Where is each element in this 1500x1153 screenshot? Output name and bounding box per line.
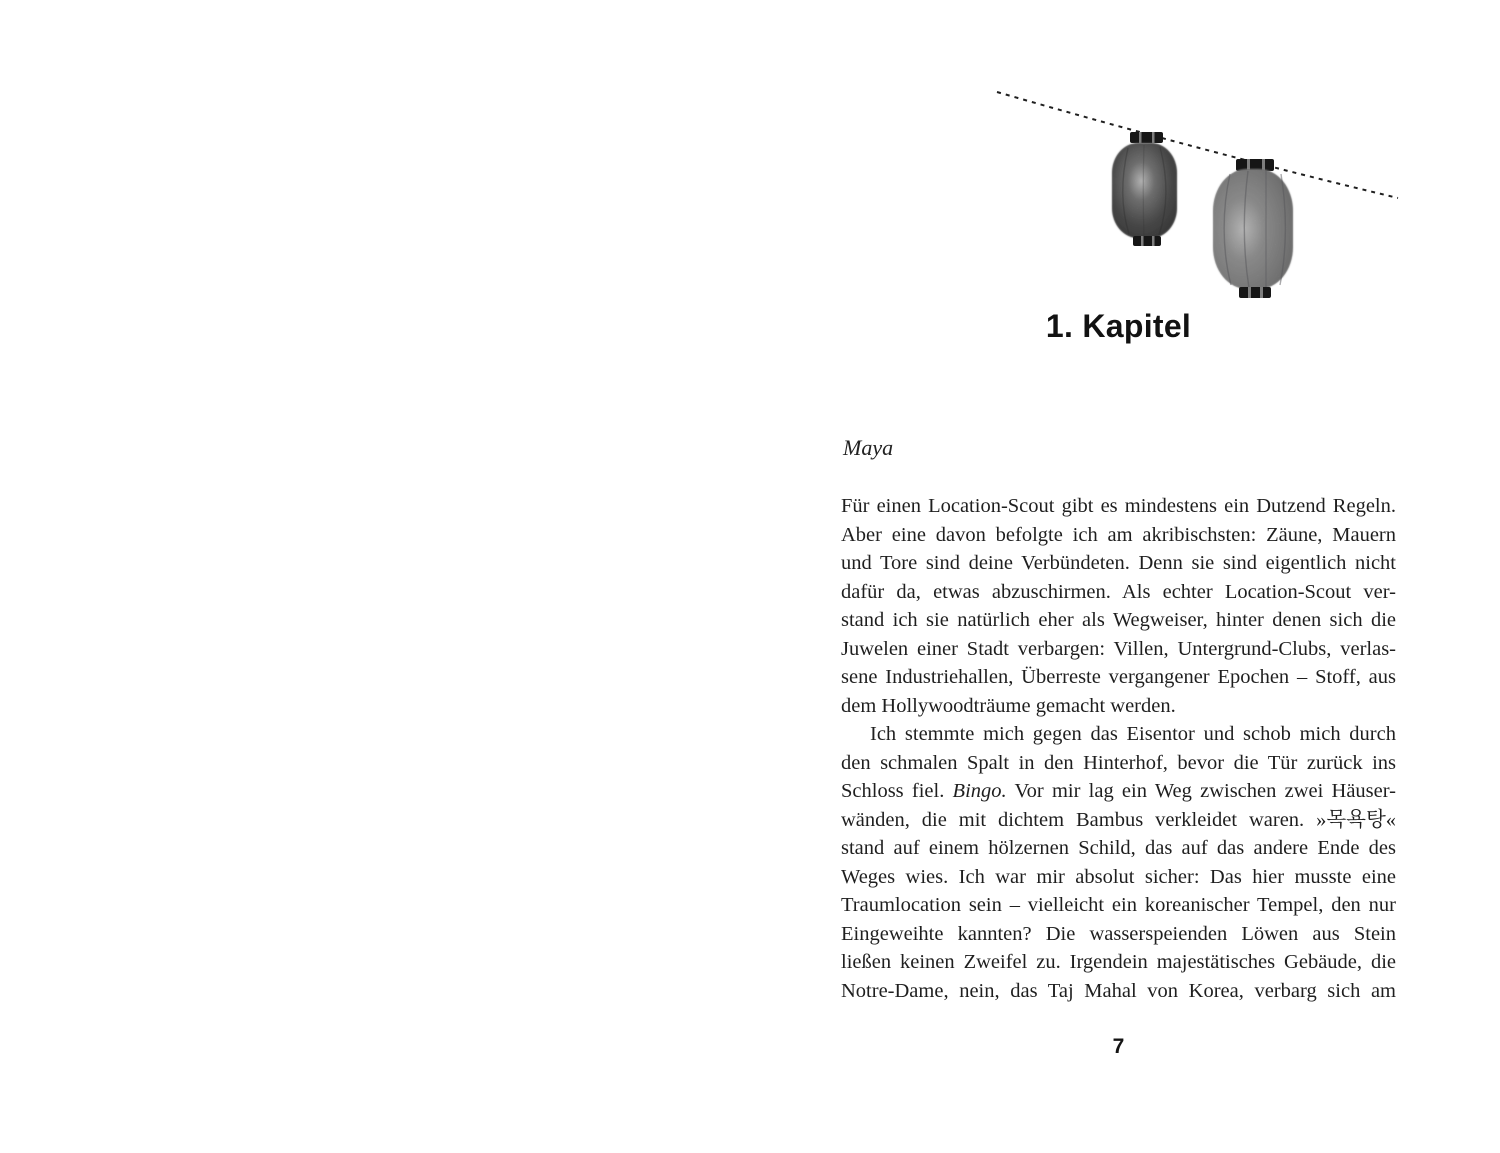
text-line: Weges wies. Ich war mir absolut sicher: Das hier musste eine (841, 865, 1396, 888)
text-line: Traumlocation sein – vielleicht ein koreanischer Tempel, den nur (841, 894, 1396, 916)
paper-lantern-light (1213, 159, 1293, 298)
text-segment-italic: Bingo. (952, 780, 1007, 802)
text-line: Ich stemmte mich gegen das Eisentor und schob mich durch (870, 723, 1396, 745)
text-line: und Tore sind deine Verbündeten. Denn sie sind eigentlich nicht (841, 552, 1396, 574)
text-line: Aber eine davon befolgte ich am akribischsten: Zäune, Mauern (841, 523, 1396, 546)
text-line: ließen keinen Zweifel zu. Irgendein majestätisches Gebäude, die (841, 951, 1396, 973)
text-line: stand auf einem hölzernen Schild, das auf das andere Ende des (841, 837, 1396, 859)
text-line: Juwelen einer Stadt verbargen: Villen, Untergrund-Clubs, verlas- (841, 637, 1396, 660)
text-line: dem Hollywoodträume gemacht werden. (841, 694, 1176, 717)
dashed-string-line (997, 92, 1398, 198)
text-line: den schmalen Spalt in den Hinterhof, bevor die Tür zurück ins (841, 751, 1396, 774)
text-line: Notre-Dame, nein, das Taj Mahal von Korea, verbarg sich am (841, 979, 1396, 1002)
text-line: Eingeweihte kannten? Die wasserspeienden Löwen aus Stein (841, 922, 1396, 945)
text-line: sene Industriehallen, Überreste vergangener Epochen – Stoff, aus (841, 666, 1396, 688)
text-line: stand ich sie natürlich eher als Wegweiser, hinter denen sich die (841, 609, 1396, 631)
text-line: Für einen Location-Scout gibt es mindestens ein Dutzend Regeln. (841, 495, 1396, 517)
text-segment: Vor mir lag ein Weg zwischen zwei Häuser- (1006, 780, 1396, 802)
lantern-illustration (950, 70, 1420, 310)
text-line: dafür da, etwas abzuschirmen. Als echter Location-Scout ver- (841, 580, 1396, 603)
paper-lantern-dark (1112, 132, 1177, 246)
text-line (841, 777, 1396, 806)
narrator-name: Maya (843, 435, 894, 460)
body-text (841, 492, 1396, 1005)
chapter-title: 1. Kapitel (1045, 308, 1192, 344)
page-number: 7 (1112, 1035, 1125, 1058)
text-line: wänden, die mit dichtem Bambus verkleidet waren. »목욕탕« (841, 808, 1396, 831)
text-segment: Schloss fiel. (841, 780, 953, 802)
